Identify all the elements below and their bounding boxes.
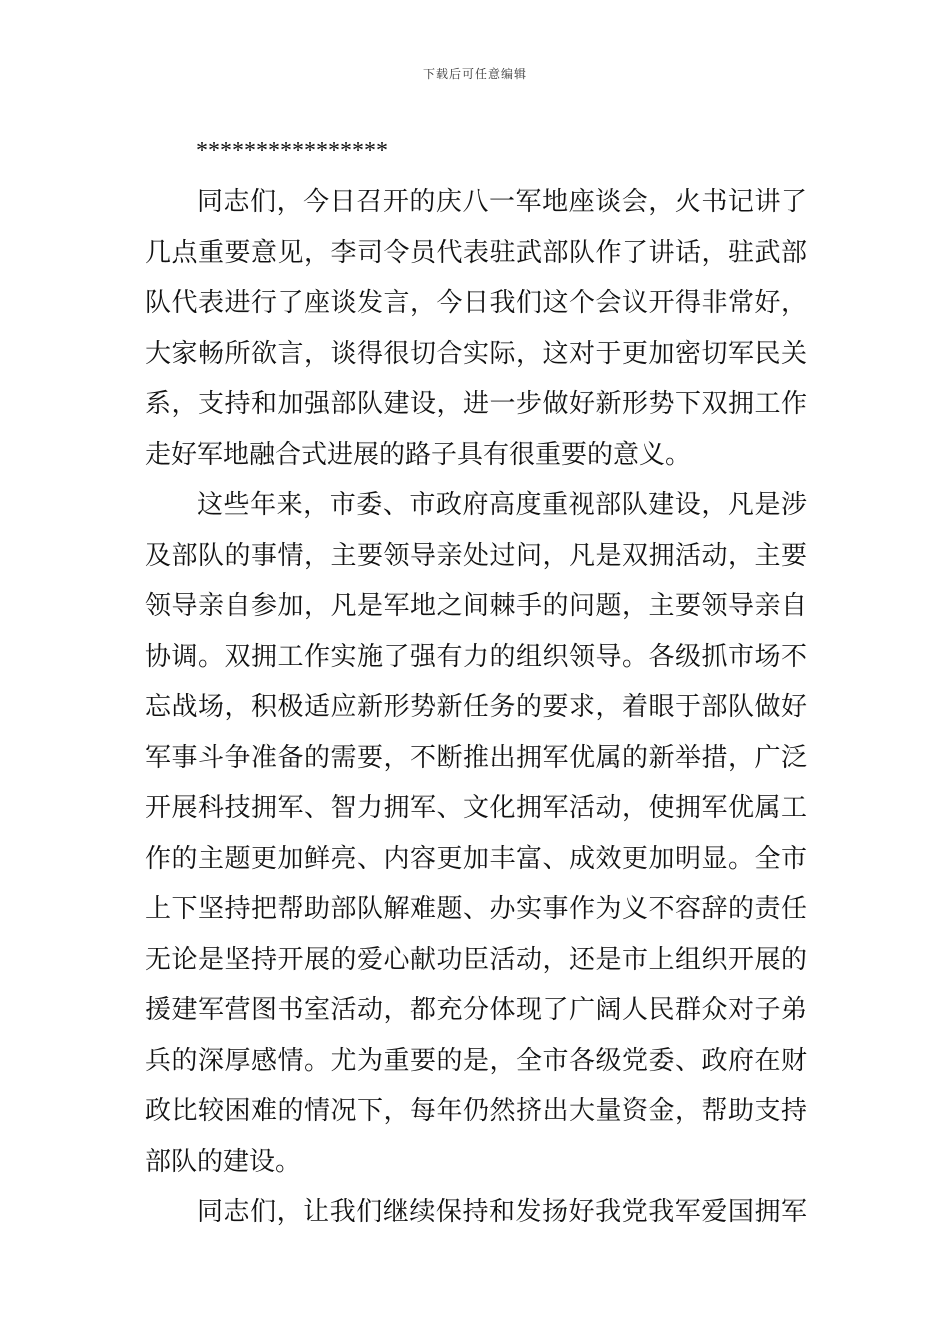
text-line: 这些年来，市委、市政府高度重视部队建设，凡是涉 (197, 490, 807, 520)
text-line: 同志们，让我们继续保持和发扬好我党我军爱国拥军 (197, 1197, 807, 1227)
page-header: 下载后可任意编辑 (422, 67, 527, 81)
text-line: 上下坚持把帮助部队解难题、办实事作为义不容辞的责任 (145, 894, 807, 924)
text-line: 作的主题更加鲜亮、内容更加丰富、成效更加明显。全市 (145, 843, 807, 874)
text-line: 大家畅所欲言，谈得很切合实际，这对于更加密切军民关 (145, 338, 807, 369)
text-line: 几点重要意见，李司令员代表驻武部队作了讲话，驻武部 (145, 237, 807, 268)
text-line: 部队的建设。 (145, 1146, 302, 1177)
text-line: 领导亲自参加，凡是军地之间棘手的问题，主要领导亲自 (145, 591, 807, 621)
text-line: 援建军营图书室活动，都充分体现了广阔人民群众对子弟 (145, 995, 807, 1025)
text-line: 兵的深厚感情。尤为重要的是，全市各级党委、政府在财 (145, 1045, 807, 1076)
paragraph-2 (145, 480, 807, 1187)
text-line: 同志们，今日召开的庆八一军地座谈会，火书记讲了 (197, 187, 807, 217)
text-line: 走好军地融合式进展的路子具有很重要的意义。 (145, 439, 692, 470)
paragraph-1 (145, 177, 807, 480)
text-line: 政比较困难的情况下，每年仍然挤出大量资金，帮助支持 (145, 1096, 807, 1126)
text-line: 开展科技拥军、智力拥军、文化拥军活动，使拥军优属工 (145, 793, 807, 823)
text-line: 忘战场，积极适应新形势新任务的要求，着眼于部队做好 (145, 692, 807, 722)
paragraph-3 (145, 1187, 807, 1238)
separator-stars: **************** (196, 138, 388, 164)
text-line: 及部队的事情，主要领导亲处过问，凡是双拥活动，主要 (145, 540, 807, 571)
text-line: 队代表进行了座谈发言，今日我们这个会议开得非常好， (145, 288, 807, 318)
text-line: 协调。双拥工作实施了强有力的组织领导。各级抓市场不 (145, 641, 807, 672)
document-body (145, 177, 807, 1238)
text-line: 军事斗争准备的需要，不断推出拥军优属的新举措，广泛 (145, 742, 807, 773)
text-line: 系，支持和加强部队建设，进一步做好新形势下双拥工作 (145, 389, 807, 419)
text-line: 无论是坚持开展的爱心献功臣活动，还是市上组织开展的 (145, 944, 807, 975)
